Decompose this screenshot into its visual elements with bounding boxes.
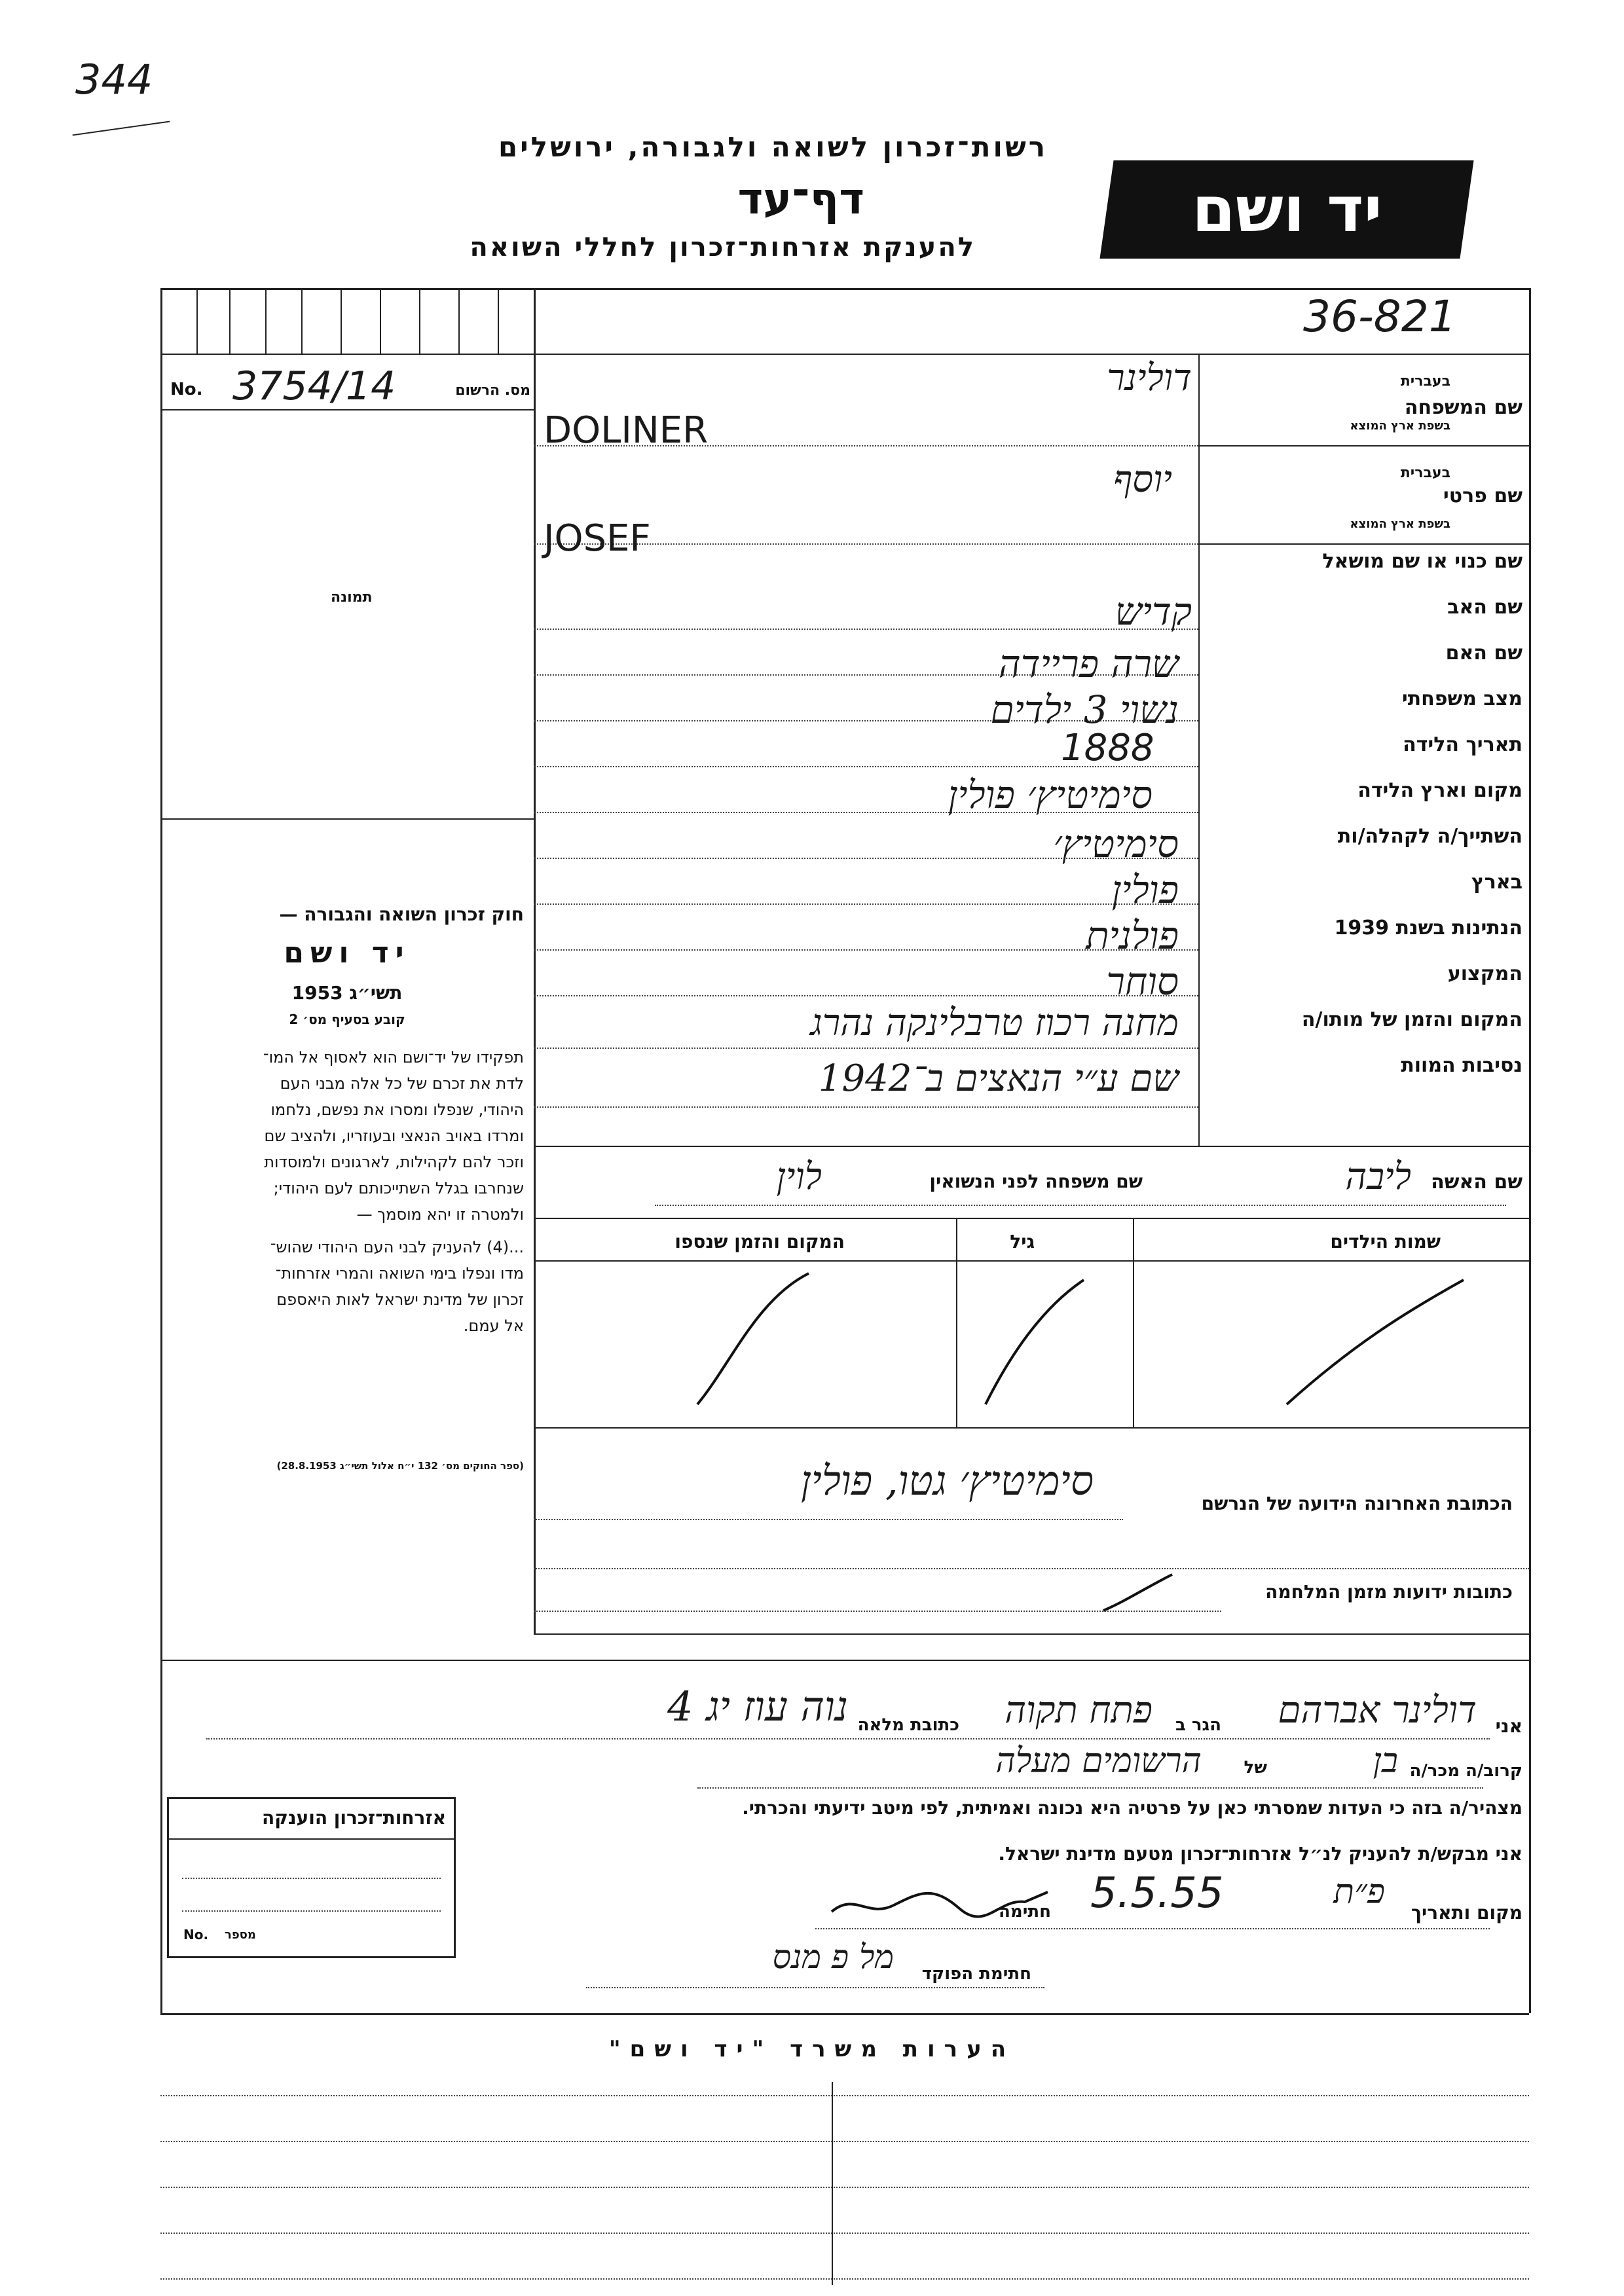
family-name-he: דולינר (1107, 357, 1192, 399)
row-line (160, 818, 534, 820)
decl-line (586, 1987, 1044, 1988)
wife-row (534, 1152, 1522, 1205)
country-label: בארץ (1471, 871, 1522, 894)
notes-col-divider (832, 2082, 833, 2285)
header-authority: רשות־זכרון לשואה ולגבורה, ירושלים (498, 131, 1048, 163)
row-line (534, 629, 1198, 630)
last-address-value: סימיטיץ׳ גטו, פולין (800, 1457, 1094, 1504)
strike-names (1287, 1280, 1464, 1404)
law-block (164, 903, 530, 1473)
reg-no-label: No. (170, 380, 203, 399)
law-line: מדו ונפלו בימי השואה והמרי אזרחות־ (275, 1264, 524, 1283)
tick (301, 288, 303, 354)
tick (265, 288, 267, 354)
decl-stmt2: אני מבקש/ת להעניק לנ״ל אזרחות־זכרון מטעם מדינת ישראל. (998, 1843, 1522, 1865)
community-value: סימיטיץ׳ (1053, 822, 1179, 866)
decl-signature-label: חתימה (999, 1902, 1051, 1922)
law-line: ומרדו באויב הנאצי ובעוזריו, ולהציב שם (264, 1127, 524, 1145)
decl-officer-value: מל פ מנס (772, 1938, 894, 1976)
decl-address-label: כתובת מלאה (857, 1715, 959, 1735)
decl-place-value: פ״ת (1333, 1872, 1385, 1912)
decl-relation-label: קרוב/ה מכר/ה (1409, 1761, 1522, 1781)
law-line: היהודי, שנפלו ומסרו את נפשם, נלחמו (270, 1101, 524, 1119)
left-column-divider (534, 288, 536, 1633)
law-text (263, 1044, 524, 1339)
origin-lang-label-1: בשפת ארץ המוצא (1350, 419, 1450, 433)
decl-line (815, 1928, 1490, 1929)
row-line (1198, 543, 1529, 545)
frame-right (1529, 288, 1531, 2013)
birth-date-label: תאריך הלידה (1403, 733, 1522, 756)
maiden-name-value: לוין (776, 1156, 822, 1198)
archive-number: 344 (75, 56, 153, 103)
labels-panel (1202, 354, 1522, 1146)
yad-vashem-logo (1099, 160, 1473, 259)
birth-place-label: מקום וארץ הלידה (1357, 779, 1522, 802)
row-line (655, 1205, 1506, 1206)
decl-i-value: דולינר אברהם (1278, 1689, 1477, 1732)
citizenship-value: פולנית (1086, 913, 1179, 958)
reg-label: מס. הרשום (455, 382, 530, 399)
box-line (169, 1838, 454, 1840)
in-hebrew-label-2: בעברית (1400, 465, 1450, 481)
family-name-orig: DOLINER (544, 409, 709, 452)
nickname-label: שם כנוי או שם מושאל (1322, 550, 1522, 573)
wife-name-value: ליבה (1345, 1156, 1411, 1198)
citizenship-box-title: אזרחות־זכרון הוענקה (262, 1807, 446, 1829)
death-place-value-1: מחנה רכוז טרבלינקה נהרג (810, 1002, 1179, 1044)
tick (229, 288, 231, 354)
reg-no-value: 3754/14 (232, 363, 396, 409)
row-line (534, 995, 1198, 996)
origin-lang-label-2: בשפת ארץ המוצא (1350, 517, 1450, 531)
death-place-label: המקום והזמן של מותו/ה (1301, 1008, 1522, 1031)
place-time-perished-header: המקום והזמן שנספו (674, 1231, 845, 1252)
birth-place-value: סימיטיץ׳ פולין (948, 773, 1153, 817)
strike-perished (697, 1273, 809, 1404)
law-line: וזכר להם לקהילות, לארגונים ולמוסדות (264, 1153, 524, 1171)
first-name-label: שם פרטי (1443, 484, 1522, 507)
box-line (182, 1910, 441, 1912)
row-line (534, 1633, 1529, 1635)
profession-value: סוחר (1106, 959, 1179, 1004)
marital-value: נשוי 3 ילדים (990, 687, 1179, 732)
decl-i-label: אני (1495, 1715, 1522, 1737)
wife-name-label: שם האשה (1431, 1171, 1522, 1194)
age-header: גיל (1010, 1231, 1035, 1252)
strike-age (986, 1280, 1084, 1404)
file-number: 36-821 (1303, 291, 1456, 342)
tick (380, 288, 381, 354)
decl-line (697, 1787, 1483, 1789)
label-column-divider (1198, 354, 1200, 1146)
row-line (534, 1106, 1198, 1108)
citizenship-label: הנתינות בשנת 1939 (1334, 917, 1522, 939)
decl-line (206, 1738, 1490, 1740)
box-line (182, 1878, 441, 1879)
law-line: ולמטרה זו יהא מוסמך — (356, 1205, 524, 1224)
registration-row (170, 363, 530, 409)
in-hebrew-label-1: בעברית (1400, 373, 1450, 390)
law-line: אל עמם. (463, 1317, 524, 1335)
tick (498, 288, 499, 354)
decl-resides-label: הגר ב (1175, 1715, 1221, 1735)
strike-wartime (1103, 1575, 1172, 1611)
archive-underline (73, 121, 170, 136)
row-line (1198, 445, 1529, 446)
first-name-orig: JOSEF (544, 517, 651, 560)
death-circumstances-label: נסיבות המוות (1401, 1054, 1522, 1077)
decl-officer-label: חתימת הפוקד (921, 1964, 1031, 1984)
row-line (534, 1568, 1529, 1569)
row-line (534, 1519, 1123, 1520)
notes-line (160, 2278, 1529, 2280)
marital-label: מצב משפחתי (1401, 687, 1522, 710)
children-names-header: שמות הילדים (1330, 1231, 1441, 1252)
decl-relation-value: בן (1373, 1741, 1398, 1781)
birth-date-value: 1888 (1061, 727, 1154, 769)
wartime-addresses-label: כתובות ידועות מזמן המלחמה (1265, 1581, 1513, 1603)
header-subtitle: להענקת אזרחות־זכרון לחללי השואה (470, 232, 976, 263)
citizenship-box (167, 1797, 456, 1958)
law-line: לדת את זכרם של כל אלה מבני העם (280, 1074, 524, 1093)
country-value: פולין (1111, 867, 1179, 912)
father-value: קדיש (1115, 589, 1192, 634)
mother-label: שם האם (1445, 642, 1522, 665)
law-line: תפקידו של יד־ושם הוא לאסוף אל המו־ (263, 1048, 524, 1066)
row-line (534, 1427, 1529, 1429)
father-label: שם האב (1447, 596, 1522, 619)
family-name-label: שם המשפחה (1404, 396, 1522, 419)
office-notes-label: הערות משרד "יד ושם" (608, 2036, 1016, 2062)
signature-scribble (828, 1879, 1051, 1925)
row-line (160, 2013, 1529, 2015)
notes-line (160, 2232, 1529, 2234)
law-line: ...(4) להעניק לבני העם היהודי שהוש־ (270, 1238, 524, 1256)
signature-stroke (832, 1892, 1048, 1917)
tick (196, 288, 198, 354)
row-line (534, 1218, 1529, 1219)
notes-line (160, 2187, 1529, 2188)
last-address-label: הכתובת האחרונה הידועה של הנרשם (1201, 1493, 1513, 1514)
tick (458, 288, 460, 354)
row-line (534, 1048, 1198, 1049)
law-line: שנחרבו בגלל השתייכותם לעם היהודי; (273, 1179, 524, 1197)
row-line (160, 409, 534, 410)
law-year: תשי״ג 1953 (291, 982, 403, 1004)
photo-label: תמונה (331, 589, 373, 606)
decl-place-date-label: מקום ותאריך (1411, 1902, 1522, 1923)
community-label: השתייך/ה לקהלה/ות (1337, 825, 1522, 848)
frame-top (160, 288, 1529, 290)
death-place-value-2: שם ע״י הנאצים ב־1942 (818, 1057, 1179, 1100)
decl-date-value: 5.5.55 (1090, 1869, 1224, 1918)
notes-line (160, 2141, 1529, 2142)
decl-stmt1: מצהיר/ה בזה כי העדות שמסרתי כאן על פרטיה היא נכונה ואמיתית, לפי מיטב ידיעתי והכרתי. (742, 1797, 1522, 1819)
header-title: דף־עד (737, 173, 864, 224)
row-line (534, 903, 1198, 905)
children-strikes (534, 1260, 1529, 1430)
law-footnote: (ספר החוקים מס׳ 132 י״ח אלול תשי״ג 28.8.1953) (276, 1460, 524, 1472)
tick (419, 288, 420, 354)
decl-of-value: הרשומים מעלה (995, 1741, 1202, 1781)
citizenship-box-no: No. (183, 1927, 209, 1942)
decl-resides-value: פתח תקוה (1005, 1689, 1153, 1732)
law-name: יד ושם (284, 936, 411, 970)
citizenship-box-number-label: מספר (225, 1928, 256, 1942)
mother-value: שרה פריידה (998, 642, 1179, 686)
decl-address-value: נוה עוז יג 4 (667, 1683, 848, 1730)
tick (341, 288, 342, 354)
decl-of-label: של (1244, 1758, 1267, 1777)
first-name-he: יוסף (1113, 458, 1172, 501)
law-line: זכרון של מדינת ישראל לאות היאספם (276, 1290, 524, 1309)
profession-label: המקצוע (1447, 962, 1522, 985)
notes-line (160, 2095, 1529, 2096)
law-clause: קובע בסעיף מס׳ 2 (289, 1011, 405, 1027)
row-line (534, 1611, 1221, 1612)
law-heading: חוק זכרון השואה והגבורה — (279, 903, 524, 925)
row-line (534, 1146, 1529, 1147)
logo-text: יד ושם (1191, 173, 1382, 246)
maiden-name-label: שם משפחה לפני הנשואין (929, 1171, 1143, 1192)
